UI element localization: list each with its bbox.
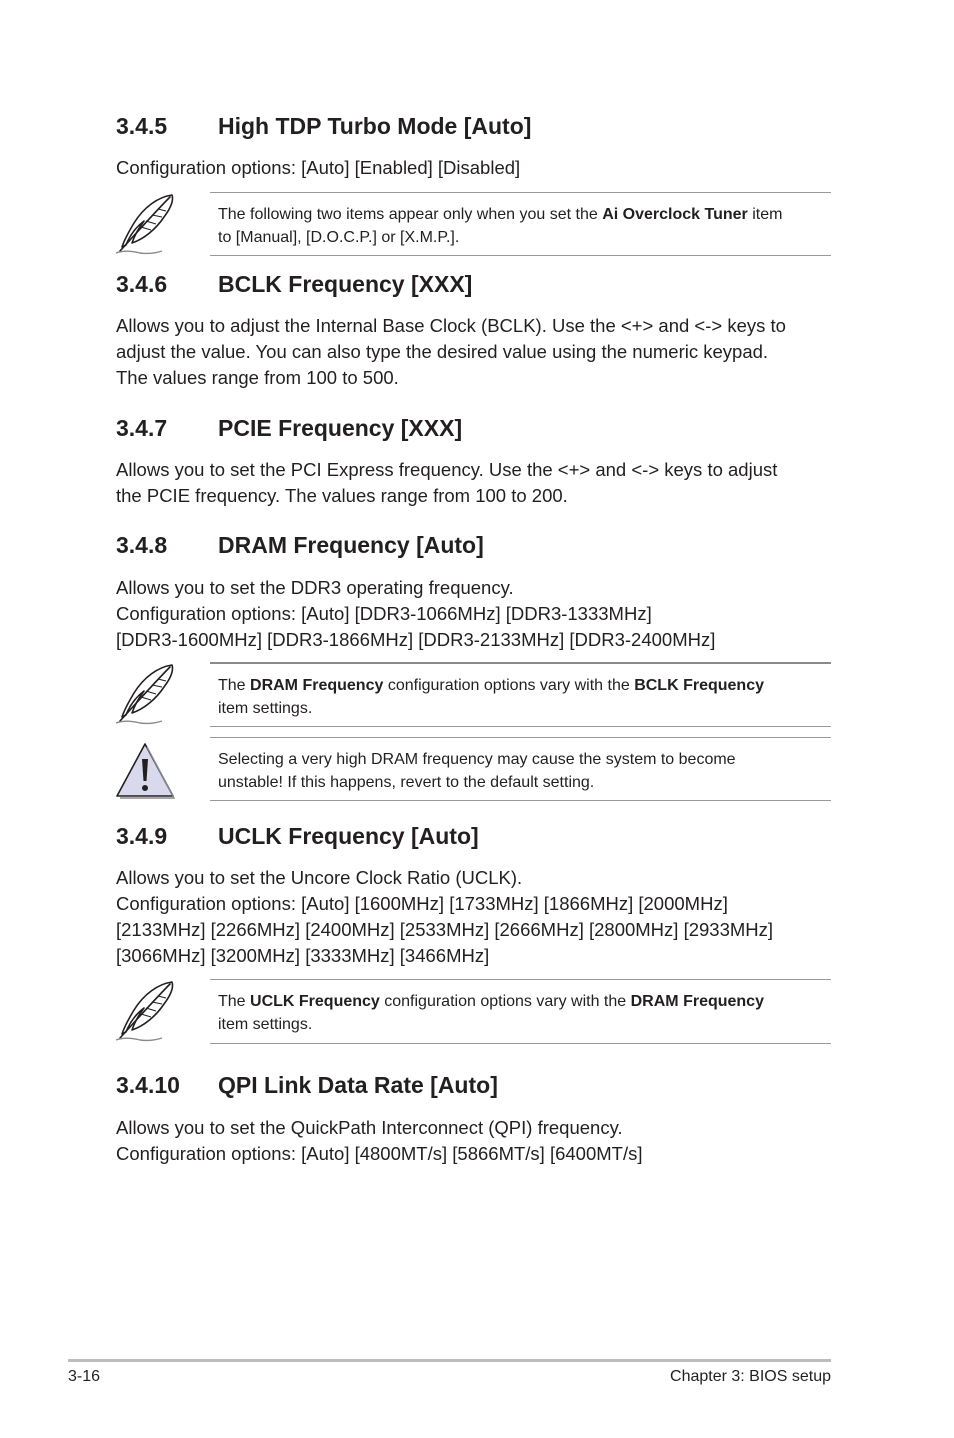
body-line: Allows you to set the DDR3 operating frequency. — [116, 577, 514, 598]
section-heading-3-4-6 — [116, 271, 472, 298]
section-title: UCLK Frequency [Auto] — [218, 823, 479, 849]
feather-pen-icon — [114, 980, 178, 1042]
note-text: The following two items appear only when you set the Ai Overclock Tuner item to [Manual], [D.O.C.P.] or [X.M.P.]. — [218, 206, 783, 246]
body-line: [DDR3-1600MHz] [DDR3-1866MHz] [DDR3-2133MHz] [DDR3-2400MHz] — [116, 629, 716, 650]
body-line: adjust the value. You can also type the desired value using the numeric keypad. — [116, 341, 769, 362]
footer-divider — [68, 1359, 831, 1362]
feather-pen-icon — [114, 193, 178, 255]
body-line: Allows you to set the PCI Express frequency. Use the <+> and <-> keys to adjust — [116, 459, 778, 480]
section-heading-3-4-5 — [116, 113, 531, 140]
caution-box — [210, 737, 831, 801]
section-heading-3-4-8 — [116, 532, 484, 559]
section-number: 3.4.7 — [116, 415, 168, 441]
section-heading-3-4-9 — [116, 823, 479, 850]
warning-triangle-icon — [114, 741, 176, 801]
section-body-3-4-7 — [116, 457, 777, 509]
feather-pen-icon — [114, 663, 178, 725]
note-box — [210, 662, 831, 727]
body-line: Allows you to set the QuickPath Interconnect (QPI) frequency. — [116, 1117, 623, 1138]
note-box — [210, 192, 831, 256]
body-line: [3066MHz] [3200MHz] [3333MHz] [3466MHz] — [116, 945, 490, 966]
section-title: High TDP Turbo Mode [Auto] — [218, 113, 532, 139]
body-line: Configuration options: [Auto] [1600MHz] [1733MHz] [1866MHz] [2000MHz] — [116, 893, 728, 914]
section-number: 3.4.6 — [116, 271, 168, 297]
emphasis: DRAM Frequency — [250, 677, 384, 694]
section-title: DRAM Frequency [Auto] — [218, 532, 484, 558]
chapter-label: Chapter 3: BIOS setup — [670, 1368, 831, 1385]
body-line: Allows you to set the Uncore Clock Ratio (UCLK). — [116, 867, 523, 888]
body-line: Configuration options: [Auto] [Enabled] [Disabled] — [116, 157, 521, 178]
page-number: 3-16 — [68, 1368, 101, 1385]
section-number: 3.4.8 — [116, 532, 168, 558]
section-number: 3.4.5 — [116, 113, 168, 139]
section-title: QPI Link Data Rate [Auto] — [218, 1072, 498, 1098]
note-text: The UCLK Frequency configuration options vary with the DRAM Frequency item settings. — [218, 993, 764, 1033]
section-body-3-4-10 — [116, 1115, 642, 1167]
section-title: BCLK Frequency [XXX] — [218, 271, 473, 297]
body-line: Configuration options: [Auto] [4800MT/s] [5866MT/s] [6400MT/s] — [116, 1143, 643, 1164]
emphasis: BCLK Frequency — [634, 677, 764, 694]
body-line: Allows you to adjust the Internal Base Clock (BCLK). Use the <+> and <-> keys to — [116, 315, 786, 336]
body-line: Configuration options: [Auto] [DDR3-1066MHz] [DDR3-1333MHz] — [116, 603, 652, 624]
section-title: PCIE Frequency [XXX] — [218, 415, 463, 441]
section-body-3-4-8 — [116, 575, 715, 653]
note-text: The DRAM Frequency configuration options vary with the BCLK Frequency item settings. — [218, 677, 764, 717]
section-number: 3.4.10 — [116, 1072, 180, 1098]
body-line: [2133MHz] [2266MHz] [2400MHz] [2533MHz] [2666MHz] [2800MHz] [2933MHz] — [116, 919, 774, 940]
section-body-3-4-5 — [116, 155, 520, 181]
caution-text: Selecting a very high DRAM frequency may cause the system to become unstable! If this happens, revert to the default setting. — [218, 751, 736, 791]
section-body-3-4-6 — [116, 313, 786, 391]
body-line: the PCIE frequency. The values range from 100 to 200. — [116, 485, 568, 506]
section-heading-3-4-10 — [116, 1072, 498, 1099]
section-heading-3-4-7 — [116, 415, 462, 442]
emphasis: UCLK Frequency — [250, 993, 380, 1010]
note-box — [210, 979, 831, 1044]
body-line: The values range from 100 to 500. — [116, 367, 399, 388]
section-body-3-4-9 — [116, 865, 773, 969]
emphasis: DRAM Frequency — [630, 993, 764, 1010]
emphasis: Ai Overclock Tuner — [602, 206, 748, 223]
section-number: 3.4.9 — [116, 823, 168, 849]
